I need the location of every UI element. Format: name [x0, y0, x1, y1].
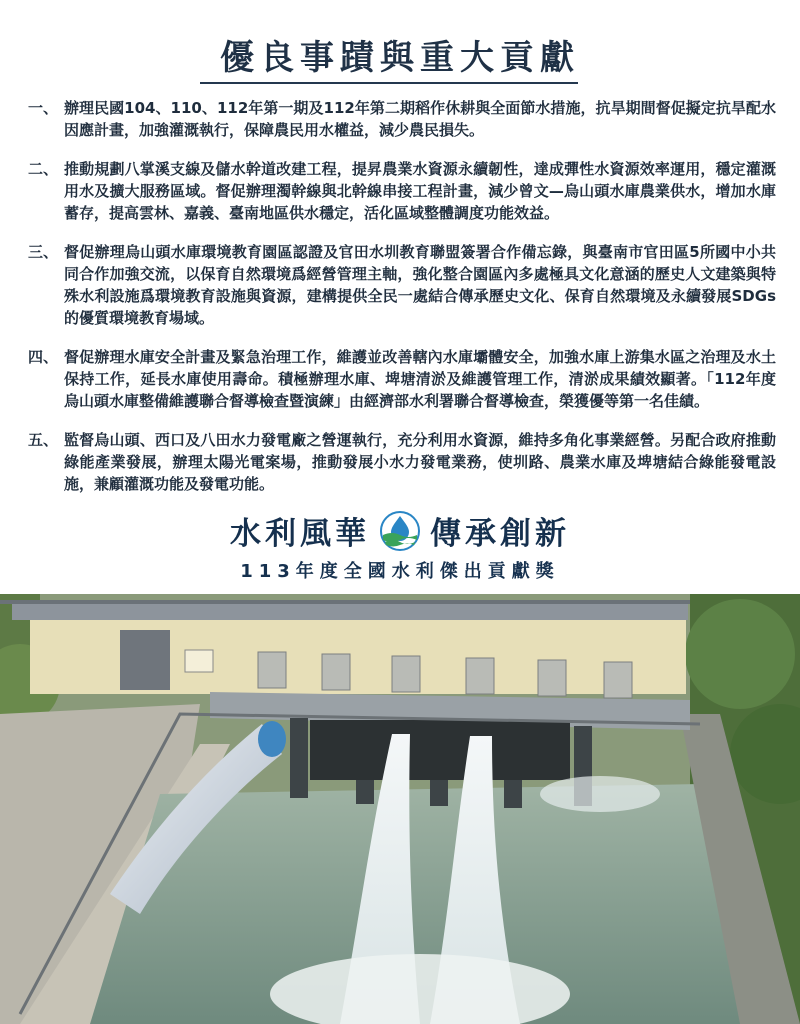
- item-number: 一、: [28, 99, 59, 117]
- water-drop-logo-icon: [380, 511, 420, 551]
- slogan-right: 傳承創新: [430, 516, 570, 552]
- list-item: [28, 241, 776, 329]
- dam-spillway-photo: [0, 594, 800, 1024]
- item-number: 三、: [28, 243, 59, 261]
- item-number: 四、: [28, 348, 59, 366]
- item-text: 辦理民國104、110、112年第一期及112年第二期稻作休耕與全面節水措施，抗旱期間督促擬定抗旱配水因應計畫，加強灌溉執行，保障農民用水權益，減少農民損失。: [64, 99, 776, 139]
- item-text: 監督烏山頭、西口及八田水力發電廠之營運執行，充分利用水資源，維持多角化事業經營。另配合政府推動綠能產業發展，辦理太陽光電案場，推動發展小水力發電業務，使圳路、農業水庫及埤塘結合綠能發電設施，兼顧灌溉功能及發電功能。: [64, 431, 776, 493]
- page-title: 優良事蹟與重大貢獻: [220, 38, 580, 78]
- slogan: [0, 508, 800, 553]
- list-item: [28, 346, 776, 412]
- item-text: 推動規劃八掌溪支線及儲水幹道改建工程，提昇農業水資源永續韌性，達成彈性水資源效率運用，穩定灌溉用水及擴大服務區域。督促辦理濁幹線與北幹線串接工程計畫，減少曾文—烏山頭水庫農業供水，增加水庫蓄存，提高雲林、嘉義、臺南地區供水穩定，活化區域整體調度功能效益。: [64, 160, 776, 222]
- item-number: 二、: [28, 160, 59, 178]
- item-number: 五、: [28, 431, 59, 449]
- slogan-left: 水利風華: [230, 516, 370, 552]
- title-underline: [200, 82, 578, 84]
- achievements-list: [28, 97, 776, 512]
- list-item: [28, 158, 776, 224]
- award-title: 113年度全國水利傑出貢獻獎: [240, 561, 560, 582]
- item-text: 督促辦理烏山頭水庫環境教育園區認證及官田水圳教育聯盟簽署合作備忘錄，與臺南市官田區5所國中小共同合作加強交流，以保育自然環境爲經營管理主軸，強化整合園區內多處極具文化意涵的歷史人文建築與特殊水利設施爲環境教育設施與資源，建構提供全民一處結合傳承歷史文化、保育自然環境及永續發展SDGs的優質環境教育場域。: [64, 243, 776, 327]
- list-item: [28, 97, 776, 141]
- item-text: 督促辦理水庫安全計畫及緊急治理工作，維護並改善轄內水庫壩體安全，加強水庫上游集水區之治理及水土保持工作，延長水庫使用壽命。積極辦理水庫、埤塘清淤及維護管理工作，清淤成果績效顯著。「112年度烏山頭水庫整備維護聯合督導檢查暨演練」由經濟部水利署聯合督導檢查，榮獲優等第一名佳績。: [64, 348, 776, 410]
- list-item: [28, 429, 776, 495]
